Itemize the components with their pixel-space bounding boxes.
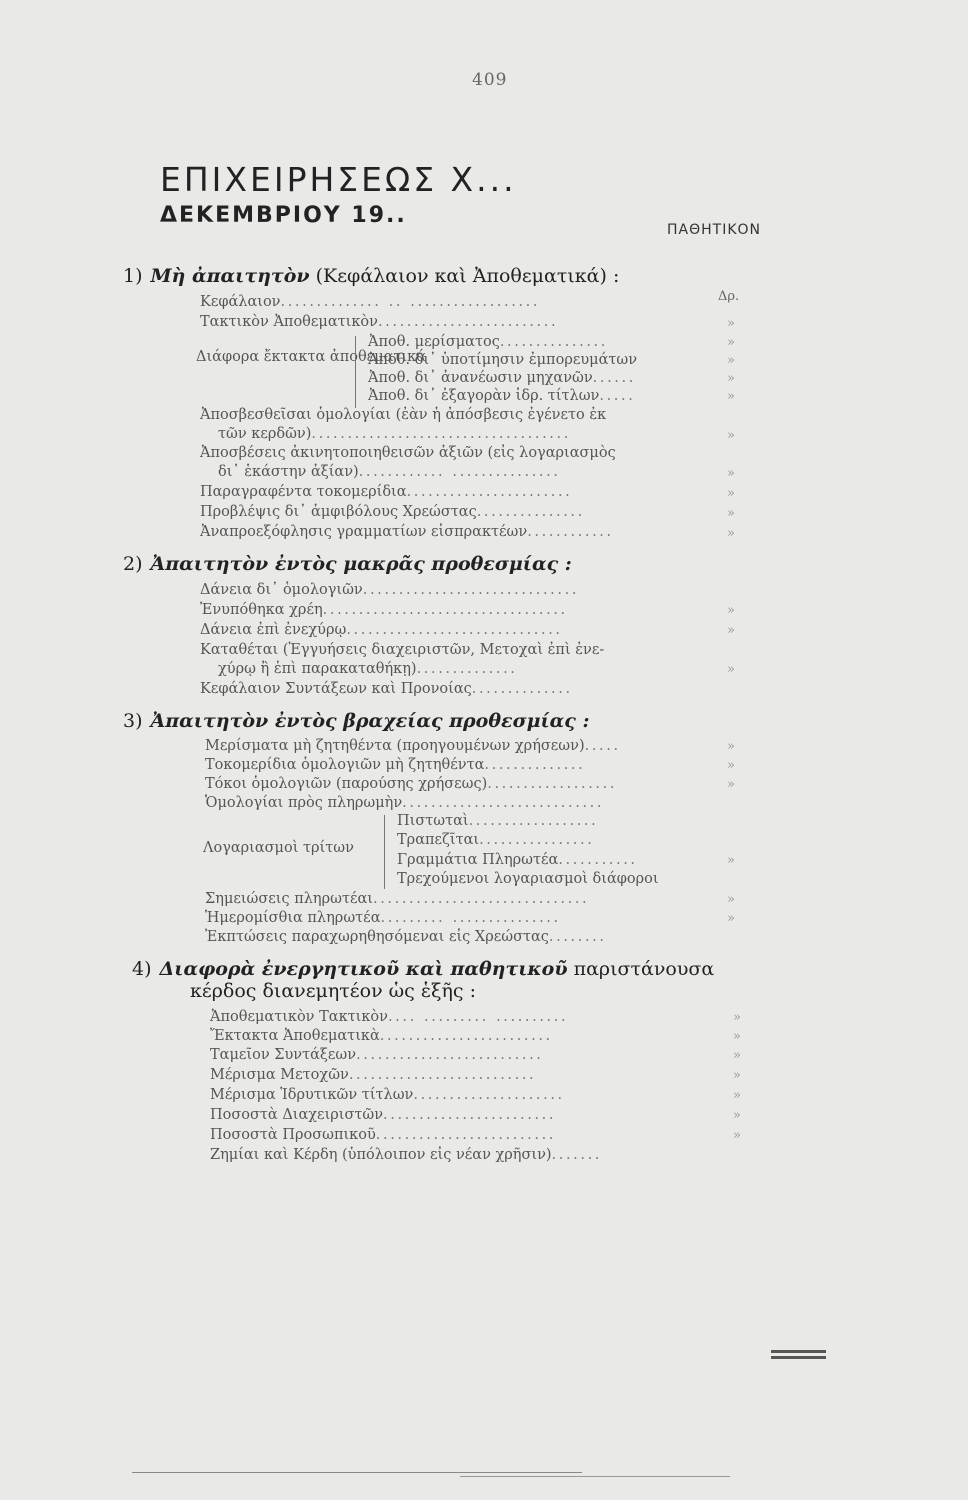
column-mark: » xyxy=(727,428,735,443)
document-subtitle: ΔΕΚΕΜΒΡΙΟΥ 19.. xyxy=(160,203,407,228)
unit-label: Δρ. xyxy=(718,289,740,304)
section-3-heading: 3) Ἀπαιτητὸν ἐντὸς βραχείας προθεσμίας : xyxy=(123,710,590,732)
entry-line: Ἀποθ. δι᾽ ὑποτίμησιν ἐμπορευμάτων xyxy=(368,352,638,368)
section-2-heading: 2) Ἀπαιτητὸν ἐντὸς μακρᾶς προθεσμίας : xyxy=(123,553,572,575)
entry-line: Ζημίαι καὶ Κέρδη (ὑπόλοιπον εἰς νέαν χρῆσιν)....... xyxy=(210,1147,603,1163)
entry-line: Ποσοστὰ Διαχειριστῶν........................ xyxy=(210,1107,557,1123)
entry-line: τῶν κερδῶν).................................... xyxy=(218,426,571,442)
entry-line: Σημειώσεις πληρωτέαι.............................. xyxy=(205,891,590,907)
column-mark: » xyxy=(727,371,735,386)
column-mark: » xyxy=(727,335,735,350)
column-mark: » xyxy=(727,739,735,754)
page-number: 409 xyxy=(472,70,508,90)
column-mark: » xyxy=(727,506,735,521)
entry-line: Τοκομερίδια ὁμολογιῶν μὴ ζητηθέντα.............. xyxy=(205,757,586,773)
entry-line: Μέρισμα Ἱδρυτικῶν τίτλων..................... xyxy=(210,1087,565,1103)
section-1-heading: 1) Μὴ ἀπαιτητὸν (Κεφάλαιον καὶ Ἀποθεματικά) : xyxy=(123,265,620,287)
column-mark: » xyxy=(733,1010,741,1025)
section-4-heading-line2: κέρδος διανεμητέον ὡς ἑξῆς : xyxy=(190,980,476,1002)
entry-line: Ἀποθ. δι᾽ ἀνανέωσιν μηχανῶν...... xyxy=(368,370,636,386)
double-rule xyxy=(771,1350,826,1353)
column-mark: » xyxy=(727,353,735,368)
column-mark: » xyxy=(727,777,735,792)
entry-line: Ἔκτακτα Ἀποθεματικὰ........................ xyxy=(210,1028,553,1044)
entry-line: χύρῳ ἢ ἐπὶ παρακαταθήκῃ).............. xyxy=(218,661,518,677)
entry-line: Πιστωταὶ.................. xyxy=(397,813,599,829)
double-rule xyxy=(771,1356,826,1359)
column-mark: » xyxy=(733,1048,741,1063)
entry-line: Δάνεια δι᾽ ὁμολογιῶν.............................. xyxy=(200,582,580,598)
column-mark: » xyxy=(733,1108,741,1123)
entry-line: Ὁμολογίαι πρὸς πληρωμὴν............................ xyxy=(205,795,605,811)
brace-label: Λογαριασμοὶ τρίτων xyxy=(203,840,354,856)
column-mark: » xyxy=(733,1088,741,1103)
entry-line: Ἀποσβεσθεῖσαι ὁμολογίαι (ἐὰν ἡ ἀπόσβεσις ἐγένετο ἐκ xyxy=(200,407,607,423)
entry-line: Ἀποθ. δι᾽ ἐξαγορὰν ἰδρ. τίτλων..... xyxy=(368,388,636,404)
column-mark: » xyxy=(727,911,735,926)
entry-line: Κεφάλαιον.............. .. .................. xyxy=(200,294,541,310)
column-mark: » xyxy=(727,526,735,541)
entry-line: Ἡμερομίσθια πληρωτέα......... ............... xyxy=(205,910,561,926)
column-mark: » xyxy=(727,316,735,331)
document-title: ΕΠΙΧΕΙΡΗΣΕΩΣ Χ... xyxy=(160,160,517,199)
column-mark: » xyxy=(727,853,735,868)
entry-line: Προβλέψις δι᾽ ἀμφιβόλους Χρεώστας............... xyxy=(200,504,585,520)
entry-line: Τακτικὸν Ἀποθεματικὸν......................... xyxy=(200,314,559,330)
entry-line: Ταμεῖον Συντάξεων.......................... xyxy=(210,1047,544,1063)
section-4-heading: 4) Διαφορὰ ἐνεργητικοῦ καὶ παθητικοῦ παριστάνουσα xyxy=(132,958,715,980)
entry-line: Μερίσματα μὴ ζητηθέντα (προηγουμένων χρήσεων)..... xyxy=(205,738,621,754)
entry-line: Τρεχούμενοι λογαριασμοὶ διάφοροι xyxy=(397,871,659,887)
entry-line: Ἀποθ. μερίσματος............... xyxy=(368,334,608,350)
column-mark: » xyxy=(727,466,735,481)
entry-line: Ἀναπροεξόφλησις γραμματίων εἰσπρακτέων............ xyxy=(200,524,614,540)
total-rule xyxy=(132,1472,582,1473)
column-mark: » xyxy=(727,623,735,638)
column-mark: » xyxy=(727,662,735,677)
entry-line: Κεφάλαιον Συντάξεων καὶ Προνοίας.............. xyxy=(200,681,573,697)
brace xyxy=(355,336,356,408)
entry-line: Καταθέται (Ἐγγυήσεις διαχειριστῶν, Μετοχαὶ ἐπὶ ἐνε- xyxy=(200,642,605,658)
column-mark: » xyxy=(727,758,735,773)
brace-label: Διάφορα ἔκτακτα ἀποθεματικά xyxy=(196,349,426,365)
column-mark: » xyxy=(727,486,735,501)
entry-line: Γραμμάτια Πληρωτέα........... xyxy=(397,852,638,868)
entry-line: Τόκοι ὁμολογιῶν (παρούσης χρήσεως).................. xyxy=(205,776,618,792)
entry-line: Τραπεζῖται................ xyxy=(397,832,595,848)
entry-line: Ἀποθεματικὸν Τακτικὸν.... ......... .......... xyxy=(210,1009,569,1025)
entry-line: Παραγραφέντα τοκομερίδια....................... xyxy=(200,484,573,500)
column-mark: » xyxy=(733,1029,741,1044)
side-heading: ΠΑΘΗΤΙΚΟΝ xyxy=(667,222,762,238)
column-mark: » xyxy=(727,892,735,907)
entry-line: Ἐνυπόθηκα χρέη.................................. xyxy=(200,602,568,618)
column-mark: » xyxy=(733,1128,741,1143)
entry-line: Μέρισμα Μετοχῶν.......................... xyxy=(210,1067,537,1083)
column-mark: » xyxy=(733,1068,741,1083)
brace xyxy=(384,815,385,889)
column-mark: » xyxy=(727,603,735,618)
entry-line: Ἀποσβέσεις ἀκινητοποιηθεισῶν ἀξιῶν (εἰς λογαριασμὸς xyxy=(200,445,616,461)
entry-line: Ποσοστὰ Προσωπικοῦ......................... xyxy=(210,1127,557,1143)
column-mark: » xyxy=(727,389,735,404)
total-rule xyxy=(460,1476,730,1477)
entry-line: Δάνεια ἐπὶ ἐνεχύρῳ.............................. xyxy=(200,622,563,638)
entry-line: δι᾽ ἑκάστην ἀξίαν)............ ............... xyxy=(218,464,561,480)
entry-line: Ἐκπτώσεις παραχωρηθησόμεναι εἰς Χρεώστας........ xyxy=(205,929,607,945)
